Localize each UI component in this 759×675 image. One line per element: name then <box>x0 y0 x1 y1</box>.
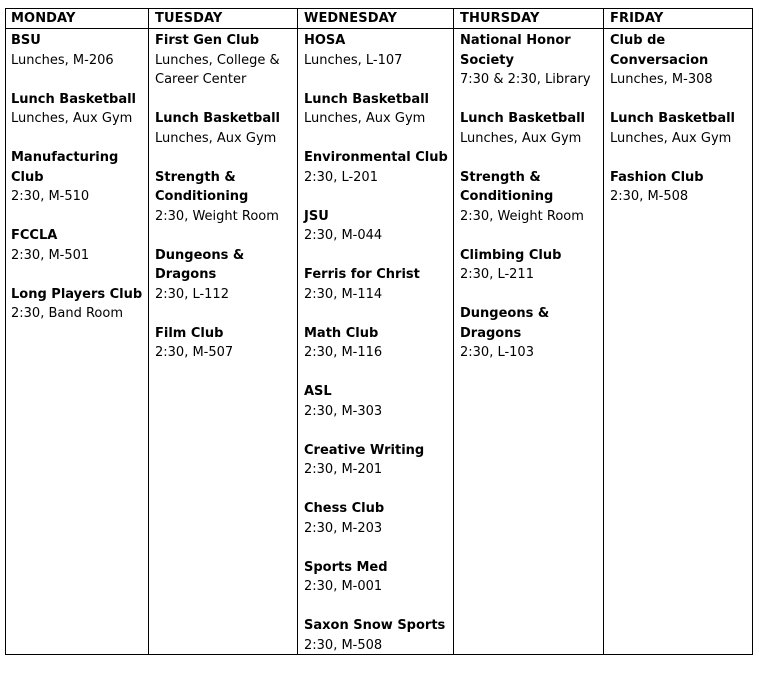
club-time-location: 2:30, M-114 <box>304 286 383 302</box>
club-name: JSU <box>304 208 329 224</box>
club-entry <box>460 168 600 227</box>
club-entry <box>304 207 450 246</box>
club-name: Math Club <box>304 325 379 341</box>
club-name: Strength & <box>460 169 541 185</box>
club-time-location: 2:30, Weight Room <box>155 208 279 224</box>
club-entry <box>610 168 750 207</box>
club-entry <box>155 168 294 227</box>
club-name: Dragons <box>155 267 217 282</box>
club-entry <box>11 226 145 265</box>
column-divider <box>297 9 298 654</box>
club-entry <box>304 616 450 655</box>
club-entry <box>304 499 450 538</box>
club-entry <box>610 31 750 90</box>
thursday-column <box>460 31 600 382</box>
club-name: Strength & <box>155 169 236 185</box>
club-name: Conversacion <box>610 52 709 68</box>
club-name: Lunch Basketball <box>11 91 137 107</box>
club-time-location: 2:30, M-203 <box>304 520 383 536</box>
club-name: Fashion Club <box>610 169 704 185</box>
club-name: FCCLA <box>11 228 58 243</box>
club-name: Climbing Club <box>460 247 562 263</box>
club-time-location: 2:30, M-507 <box>155 345 234 360</box>
club-entry <box>610 109 750 148</box>
club-name: National Honor <box>460 33 571 48</box>
club-name: Dragons <box>460 325 522 341</box>
club-entry <box>460 31 600 90</box>
club-time-location: 7:30 & 2:30, Library <box>460 72 591 87</box>
club-time-location: 2:30, M-508 <box>304 637 383 653</box>
wednesday-column <box>304 31 450 675</box>
club-time-location: 2:30, M-044 <box>304 228 383 243</box>
tuesday-column <box>155 31 294 382</box>
club-entry <box>460 304 600 363</box>
club-time-location: Lunches, Aux Gym <box>11 111 133 126</box>
club-time-location: 2:30, L-201 <box>304 169 378 185</box>
club-entry <box>155 324 294 363</box>
header-divider <box>6 28 752 29</box>
club-time-location: 2:30, M-001 <box>304 579 383 594</box>
club-time-location: 2:30, M-501 <box>11 247 90 263</box>
club-entry <box>304 148 450 187</box>
club-entry <box>304 441 450 480</box>
club-time-location: 2:30, M-201 <box>304 462 383 477</box>
club-time-location: 2:30, M-510 <box>11 189 90 204</box>
club-name: Environmental Club <box>304 150 448 165</box>
club-name: Film Club <box>155 325 224 341</box>
column-divider <box>148 9 149 654</box>
club-time-location: Lunches, Aux Gym <box>610 130 732 146</box>
club-entry <box>304 31 450 70</box>
club-entry <box>304 265 450 304</box>
club-entry <box>11 285 145 324</box>
club-name: First Gen Club <box>155 33 260 48</box>
day-heading-wednesday: WEDNESDAY <box>304 11 398 26</box>
club-time-location: 2:30, Weight Room <box>460 208 584 224</box>
club-entry <box>155 109 294 148</box>
club-name: Lunch Basketball <box>155 111 281 126</box>
club-entry <box>304 558 450 597</box>
club-name: Conditioning <box>460 189 554 204</box>
club-time-location: Career Center <box>155 72 247 87</box>
club-name: BSU <box>11 33 41 48</box>
club-entry <box>155 246 294 305</box>
club-name: Manufacturing <box>11 150 119 165</box>
club-name: Conditioning <box>155 189 249 204</box>
club-name: Saxon Snow Sports <box>304 618 446 633</box>
day-heading-tuesday: TUESDAY <box>155 11 223 26</box>
club-entry <box>11 90 145 129</box>
club-name: Club de <box>610 33 666 48</box>
club-entry <box>304 324 450 363</box>
friday-column <box>610 31 750 226</box>
club-name: HOSA <box>304 33 346 48</box>
club-time-location: 2:30, M-508 <box>610 189 689 204</box>
club-name: Ferris for Christ <box>304 267 420 282</box>
club-name: Long Players Club <box>11 286 143 302</box>
club-entry <box>304 90 450 129</box>
day-heading-friday: FRIDAY <box>610 11 664 26</box>
club-time-location: Lunches, L-107 <box>304 52 403 68</box>
club-time-location: 2:30, Band Room <box>11 306 123 321</box>
club-name: Chess Club <box>304 501 385 516</box>
club-time-location: Lunches, Aux Gym <box>460 130 582 146</box>
club-schedule-table <box>5 8 753 655</box>
club-time-location: Lunches, Aux Gym <box>304 111 426 126</box>
club-time-location: Lunches, Aux Gym <box>155 130 277 146</box>
club-time-location: 2:30, L-112 <box>155 286 229 302</box>
club-time-location: Lunches, M-206 <box>11 52 114 68</box>
day-heading-thursday: THURSDAY <box>460 11 540 26</box>
club-time-location: 2:30, M-303 <box>304 403 383 419</box>
monday-column <box>11 31 145 343</box>
column-divider <box>453 9 454 654</box>
club-name: ASL <box>304 384 332 399</box>
club-time-location: 2:30, L-103 <box>460 345 534 360</box>
club-entry <box>304 382 450 421</box>
club-name: Sports Med <box>304 559 388 575</box>
club-time-location: Lunches, M-308 <box>610 72 713 87</box>
club-time-location: 2:30, M-116 <box>304 345 383 360</box>
club-entry <box>155 31 294 90</box>
club-entry <box>11 31 145 70</box>
club-time-location: Lunches, College & <box>155 52 280 68</box>
club-name: Creative Writing <box>304 442 425 458</box>
column-divider <box>603 9 604 654</box>
club-entry <box>460 246 600 285</box>
club-time-location: 2:30, L-211 <box>460 267 534 282</box>
day-heading-monday: MONDAY <box>11 11 76 26</box>
club-name: Society <box>460 52 514 68</box>
club-entry <box>460 109 600 148</box>
club-name: Dungeons & <box>155 247 245 263</box>
club-name: Dungeons & <box>460 306 550 321</box>
club-name: Lunch Basketball <box>610 111 736 126</box>
club-name: Club <box>11 169 44 185</box>
club-name: Lunch Basketball <box>304 91 430 107</box>
club-name: Lunch Basketball <box>460 111 586 126</box>
club-entry <box>11 148 145 207</box>
